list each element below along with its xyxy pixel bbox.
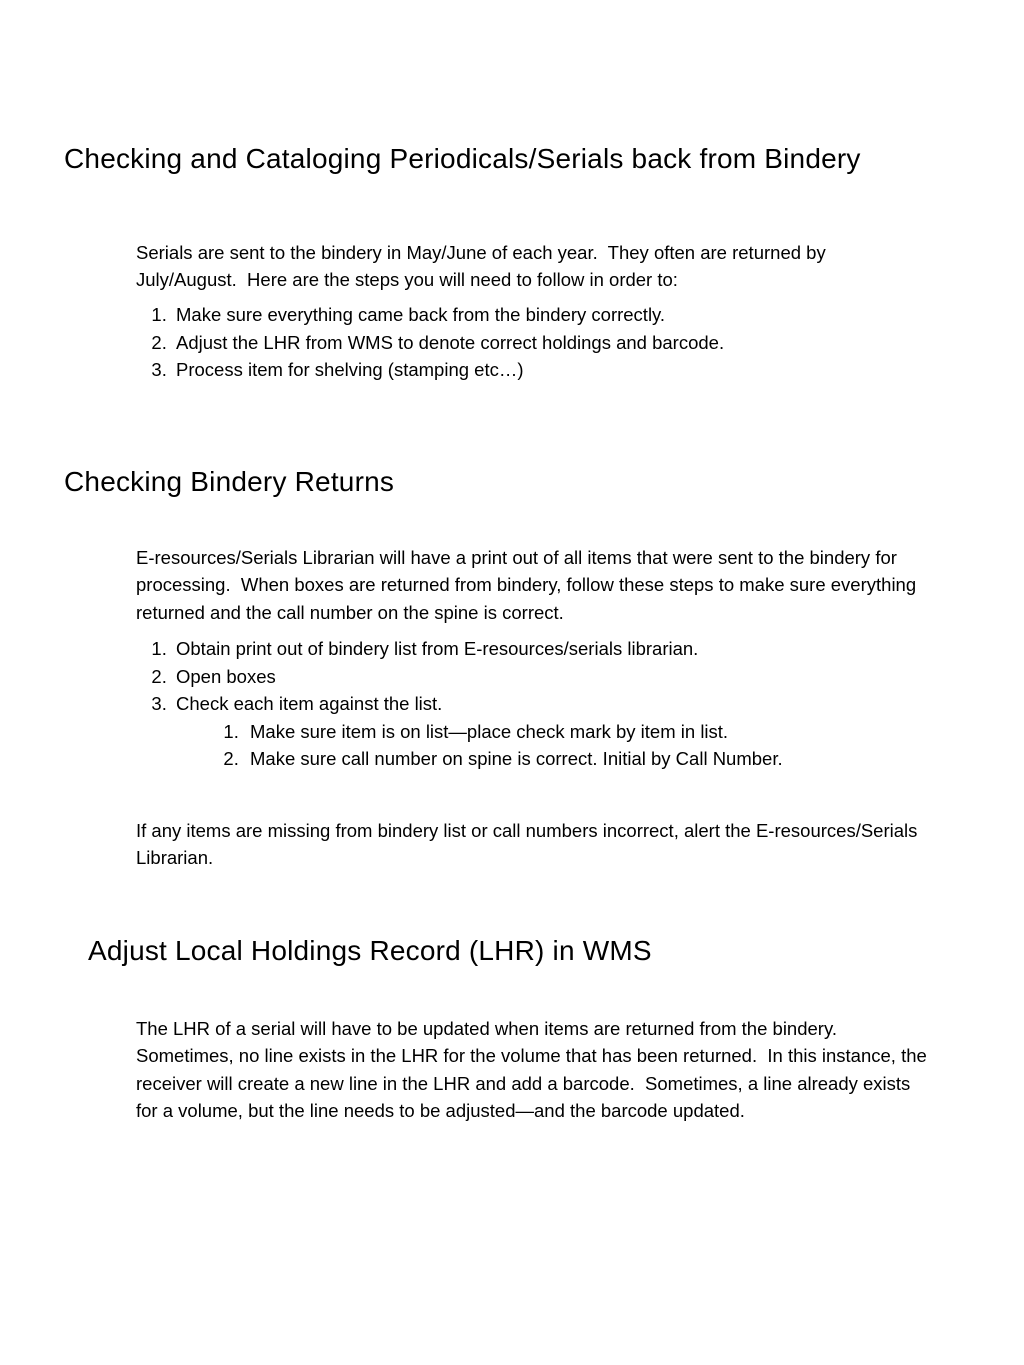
list-item: 2. Open boxes xyxy=(172,663,952,691)
sub-list-item: 2. Make sure call number on spine is correct. Initial by Call Number. xyxy=(244,745,952,773)
list-item xyxy=(172,690,952,773)
missing-items-alert-paragraph: If any items are missing from bindery list or call numbers incorrect, alert the E-resources/Serials Librarian. xyxy=(136,819,923,868)
list-item: 1. Make sure everything came back from the bindery correctly. xyxy=(172,301,952,329)
checking-bindery-steps-list xyxy=(136,635,952,773)
list-item: 3. Process item for shelving (stamping etc…) xyxy=(172,356,952,384)
section-heading-adjust-lhr: Adjust Local Holdings Record (LHR) in WMS xyxy=(88,935,652,967)
checking-bindery-paragraph: E-resources/Serials Librarian will have a print out of all items that were sent to the bindery for processing. When boxes are returned from bindery, follow these steps to make sure everything returned and the call number on the spine is correct. xyxy=(136,546,922,623)
list-item: 1. Obtain print out of bindery list from E-resources/serials librarian. xyxy=(172,635,952,663)
list-item: 2. Adjust the LHR from WMS to denote correct holdings and barcode. xyxy=(172,329,952,357)
list-item-text: Check each item against the list. xyxy=(176,693,443,714)
intro-paragraph: Serials are sent to the bindery in May/June of each year. They often are returned by July/August. Here are the steps you will need to follow in order to: xyxy=(136,241,831,290)
intro-steps-list xyxy=(136,301,952,384)
document-title: Checking and Cataloging Periodicals/Serials back from Bindery xyxy=(64,142,861,174)
checking-bindery-substeps-list xyxy=(176,718,952,773)
adjust-lhr-paragraph: The LHR of a serial will have to be updated when items are returned from the bindery. Sometimes, no line exists in the LHR for the volume that has been returned. In this instance, the receiver will create a new line in the LHR and add a barcode. Sometimes, a line already exists for a volume, but the line needs to be adjusted—and the barcode updated. xyxy=(136,1017,932,1121)
sub-list-item: 1. Make sure item is on list—place check mark by item in list. xyxy=(244,718,952,746)
section-heading-checking-bindery-returns: Checking Bindery Returns xyxy=(64,466,395,498)
